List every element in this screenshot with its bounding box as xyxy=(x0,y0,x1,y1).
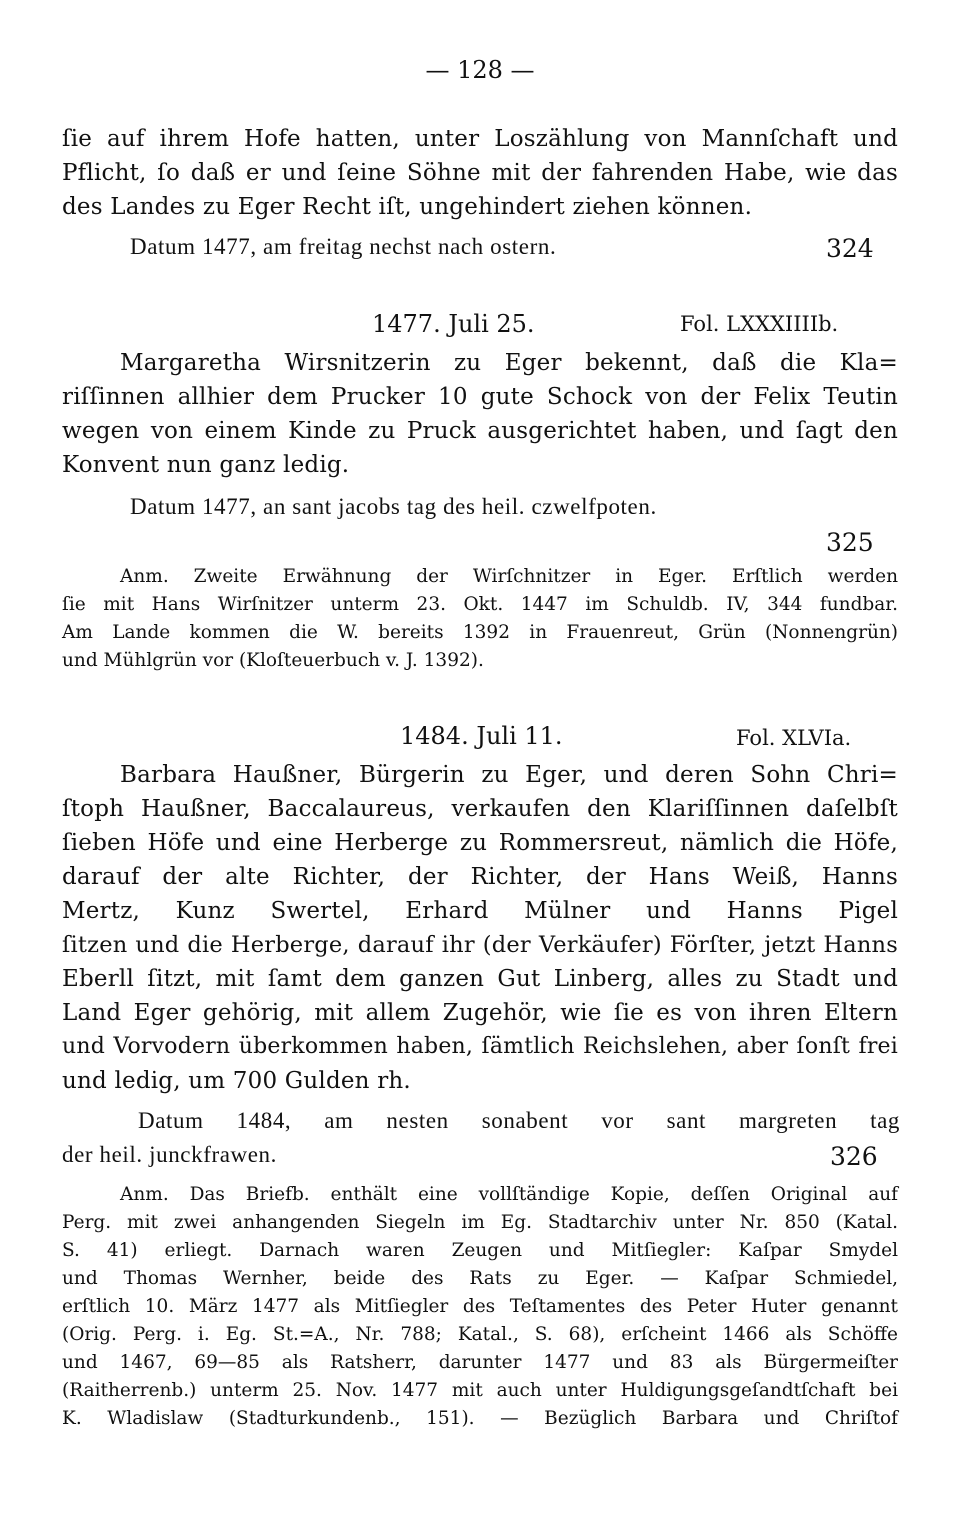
body-line: riſſinnen allhier dem Prucker 10 gute Schock von der Felix Teutin xyxy=(62,384,898,410)
body-line: Barbara Haußner, Bürgerin zu Eger, und deren Sohn Chri= xyxy=(120,762,898,788)
body-line: und Vorvodern überkommen haben, ſämtlich Reichslehen, aber ſonſt frei xyxy=(62,1034,898,1059)
note-line: Anm. Das Briefb. enthält eine vollſtändige Kopie, deſſen Original auf xyxy=(120,1184,898,1205)
body-line: Pflicht, ſo daß er und ſeine Söhne mit der fahrenden Habe, wie das xyxy=(62,160,898,186)
body-line: des Landes zu Eger Recht iſt, ungehindert ziehen können. xyxy=(62,194,753,220)
folio-reference: Fol. LXXXIIIIb. xyxy=(680,312,839,336)
body-line: und ledig, um 700 Gulden rh. xyxy=(62,1068,411,1094)
note-line: (Raitherrenb.) unterm 25. Nov. 1477 mit auch unter Huldigungsgeſandtſchaft bei xyxy=(62,1380,898,1401)
body-line: Mertz, Kunz Swertel, Erhard Mülner und Hanns Pigel xyxy=(62,898,898,924)
note-line: Anm. Zweite Erwähnung der Wirſchnitzer in Eger. Erſtlich werden xyxy=(120,566,898,587)
body-line: ſieben Höfe und eine Herberge zu Rommersreut, nämlich die Höfe, xyxy=(62,830,898,856)
note-line: (Orig. Perg. i. Eg. St.=A., Nr. 788; Katal., S. 68), erſcheint 1466 als Schöffe xyxy=(62,1324,898,1345)
note-line: und Mühlgrün vor (Kloſteuerbuch v. J. 1392). xyxy=(62,650,484,671)
body-line: darauf der alte Richter, der Richter, der Hans Weiß, Hanns xyxy=(62,864,898,890)
datum-line: der heil. junckfrawen. xyxy=(62,1142,278,1167)
entry-date: 1477. Juli 25. xyxy=(372,310,535,338)
note-line: S. 41) erliegt. Darnach waren Zeugen und Mitſiegler: Kaſpar Smydel xyxy=(62,1240,898,1261)
entry-date: 1484. Juli 11. xyxy=(400,722,563,750)
body-line: ſtoph Haußner, Baccalaureus, verkaufen den Klariſſinnen daſelbſt xyxy=(62,796,898,822)
body-line: Eberll ſitzt, mit ſamt dem ganzen Gut Linberg, alles zu Stadt und xyxy=(62,966,898,992)
page-number: — 128 — xyxy=(425,56,535,84)
datum-line: Datum 1477, an sant jacobs tag des heil. czwelfpoten. xyxy=(130,494,657,519)
body-line: ſie auf ihrem Hofe hatten, unter Loszählung von Mannſchaft und xyxy=(62,126,898,152)
datum-line: Datum 1477, am freitag nechst nach ostern. xyxy=(130,234,557,259)
note-line: ſie mit Hans Wirſnitzer unterm 23. Okt. 1447 im Schuldb. IV, 344 fundbar. xyxy=(62,594,898,615)
entry-number: 325 xyxy=(826,528,874,557)
note-line: K. Wladislaw (Stadturkundenb., 151). — Bezüglich Barbara und Chriſtof xyxy=(62,1408,898,1429)
note-line: und 1467, 69—85 als Ratsherr, darunter 1477 und 83 als Bürgermeiſter xyxy=(62,1352,898,1373)
folio-reference: Fol. XLVIa. xyxy=(736,726,852,750)
note-line: Perg. mit zwei anhangenden Siegeln im Eg. Stadtarchiv unter Nr. 850 (Katal. xyxy=(62,1212,898,1233)
datum-line: Datum 1484, am nesten sonabent vor sant margreten tag xyxy=(138,1108,900,1133)
body-line: Land Eger gehörig, mit allem Zugehör, wie ſie es von ihren Eltern xyxy=(62,1000,898,1026)
entry-number: 326 xyxy=(830,1142,878,1171)
entry-number: 324 xyxy=(826,234,874,263)
body-line: ſitzen und die Herberge, darauf ihr (der Verkäufer) Förſter, jetzt Hanns xyxy=(62,932,898,958)
body-line: Margaretha Wirsnitzerin zu Eger bekennt, daß die Kla= xyxy=(120,350,898,376)
body-line: wegen von einem Kinde zu Pruck ausgerichtet haben, und ſagt den xyxy=(62,418,898,444)
note-line: und Thomas Wernher, beide des Rats zu Eger. — Kaſpar Schmiedel, xyxy=(62,1268,898,1289)
note-line: erſtlich 10. März 1477 als Mitſiegler des Teſtamentes des Peter Huter genannt xyxy=(62,1296,898,1317)
body-line: Konvent nun ganz ledig. xyxy=(62,452,350,478)
note-line: Am Lande kommen die W. bereits 1392 in Frauenreut, Grün (Nonnengrün) xyxy=(62,622,898,643)
